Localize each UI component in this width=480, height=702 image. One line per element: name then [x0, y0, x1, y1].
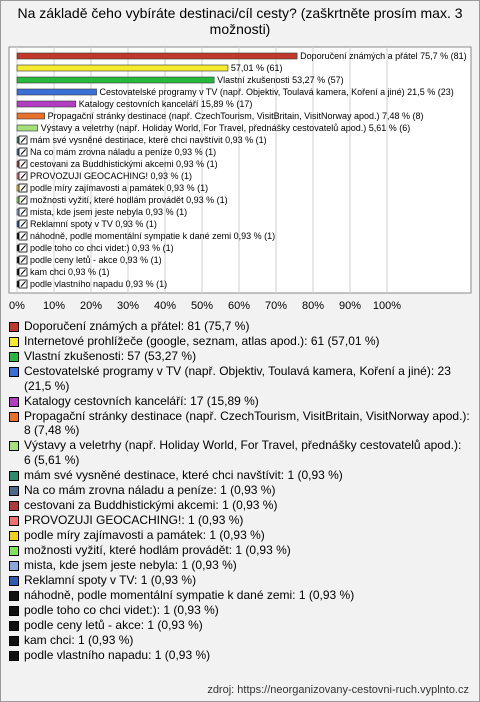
legend-item [9, 394, 471, 409]
legend-item [9, 334, 471, 349]
bar [17, 77, 214, 83]
bar-label: náhodně, podle momentální sympatie k dané zemi 0,93 % (1) [30, 231, 276, 241]
x-tick-label: 10% [42, 300, 66, 312]
source-note: zdroj: https://neorganizovany-cestovni-ruch.vyplnto.cz [207, 684, 469, 696]
bar-label: Doporučení známých a přátel 75,7 % (81) [300, 51, 467, 61]
bar-label: 57,01 % (61) [230, 63, 283, 73]
legend-swatch [9, 531, 19, 541]
legend-item [9, 633, 471, 648]
bar-label: Vlastní zkušenosti 53,27 % (57) [217, 75, 344, 85]
legend-swatch [9, 606, 19, 616]
legend-swatch [9, 561, 19, 571]
legend-label: Internetové prohlížeče (google, seznam, atlas apod.): 61 (57,01 %) [24, 334, 380, 348]
x-tick-label: 0% [9, 300, 25, 312]
bar-label: cestovani za Buddhistickými akcemi 0,93 % (1) [30, 159, 218, 169]
bar-label: Propagační stránky destinace (např. CzechTourism, VisitBritain, VisitNorway apod.) 7,48 % (8) [47, 111, 424, 121]
bar-label: mám své vysněné destinace, které chci navštívit 0,93 % (1) [30, 135, 267, 145]
legend-label: mista, kde jsem jeste nebyla: 1 (0,93 %) [24, 557, 237, 572]
bar-label: mista, kde jsem jeste nebyla 0,93 % (1) [30, 207, 188, 217]
legend-label: podle ceny letů - akce: 1 (0,93 %) [24, 617, 203, 632]
legend-swatch [9, 397, 19, 407]
legend-swatch [9, 651, 19, 661]
legend-item [9, 319, 471, 334]
bar-label: Reklamní spoty v TV 0,93 % (1) [30, 219, 157, 229]
legend-label: náhodně, podle momentální sympatie k dané zemi: 1 (0,93 %) [24, 587, 355, 602]
bar [17, 125, 38, 131]
legend-item [9, 603, 471, 618]
bar-label: podle míry zajímavosti a památek 0,93 % (1) [30, 183, 209, 193]
legend-label: mám své vysněné destinace, které chci navštívit: 1 (0,93 %) [24, 467, 343, 482]
legend-item [9, 349, 471, 364]
x-tick-label: 90% [338, 300, 362, 312]
legend-label: Doporučení známých a přátel: 81 (75,7 %) [24, 319, 250, 333]
legend-item [9, 409, 471, 438]
legend-label: cestovani za Buddhistickými akcemi: 1 (0,93 %) [24, 497, 278, 512]
bar-plot [1, 1, 479, 319]
legend-item [9, 513, 471, 528]
bar-label: Katalogy cestovních kanceláří 15,89 % (17) [78, 99, 253, 109]
legend-swatch [9, 337, 19, 347]
bar-label: kam chci 0,93 % (1) [30, 267, 110, 277]
legend-item [9, 573, 471, 588]
x-tick-label: 70% [264, 300, 288, 312]
legend-swatch [9, 441, 19, 451]
x-tick-label: 60% [227, 300, 251, 312]
legend-item [9, 618, 471, 633]
legend-label: Reklamní spoty v TV: 1 (0,93 %) [24, 572, 197, 587]
bar-label: podle toho co chci videt:) 0,93 % (1) [30, 243, 174, 253]
bar [17, 65, 228, 71]
legend-item [9, 528, 471, 543]
x-tick-label: 30% [116, 300, 140, 312]
legend-label: Vlastní zkušenosti: 57 (53,27 %) [24, 349, 197, 363]
legend-swatch [9, 412, 19, 422]
legend-item [9, 648, 471, 663]
legend-swatch [9, 367, 19, 377]
legend-swatch [9, 576, 19, 586]
legend-item [9, 543, 471, 558]
legend-label: PROVOZUJI GEOCACHING!: 1 (0,93 %) [24, 512, 244, 527]
bar-label: podle vlastního napadu 0,93 % (1) [30, 279, 168, 289]
legend-label: Katalogy cestovních kanceláří: 17 (15,89 %) [24, 393, 259, 408]
bar [17, 113, 45, 119]
legend-swatch [9, 322, 19, 332]
legend-item [9, 364, 471, 393]
x-tick-label: 40% [153, 300, 177, 312]
legend-label: podle toho co chci videt:): 1 (0,93 %) [24, 602, 219, 617]
bar-label: Na co mám zrovna náladu a peníze 0,93 % (1) [30, 147, 217, 157]
x-tick-label: 80% [301, 300, 325, 312]
bar-label: PROVOZUJI GEOCACHING! 0,93 % (1) [30, 171, 193, 181]
legend-swatch [9, 516, 19, 526]
legend-label: podle míry zajímavosti a památek: 1 (0,93 %) [24, 527, 265, 542]
legend-swatch [9, 546, 19, 556]
legend-item [9, 588, 471, 603]
legend-swatch [9, 621, 19, 631]
chart-title: Na základě čeho vybíráte destinaci/cíl cesty? (zaškrtněte prosím max. 3 možnosti) [17, 5, 463, 37]
legend-label: Výstavy a veletrhy (např. Holiday World, For Travel, přednášky cestovatelů apod.): 6 (5,61 %) [24, 438, 462, 467]
x-tick-label: 50% [190, 300, 214, 312]
legend-swatch [9, 501, 19, 511]
bar-label: možnosti vyžití, které hodlám provádět 0,93 % (1) [30, 195, 228, 205]
legend-item [9, 483, 471, 498]
legend-label: Na co mám zrovna náladu a peníze: 1 (0,93 %) [24, 482, 276, 497]
x-tick-label: 100% [372, 300, 402, 312]
legend-label: Propagační stránky destinace (např. CzechTourism, VisitBritain, VisitNorway apod.): 8 (7,48 %) [24, 408, 470, 437]
x-tick-label: 20% [79, 300, 103, 312]
bar [17, 53, 297, 59]
chart-legend [9, 319, 471, 663]
legend-item [9, 438, 471, 467]
bar [17, 89, 97, 95]
legend-swatch [9, 486, 19, 496]
legend-swatch [9, 471, 19, 481]
legend-swatch [9, 591, 19, 601]
legend-label: Cestovatelské programy v TV (např. Objektiv, Toulavá kamera, Koření a jiné): 23 (21,5 %) [24, 364, 451, 393]
bar-label: Výstavy a veletrhy (např. Holiday World, For Travel, přednášky cestovatelů apod.) 5,61 % (6) [40, 123, 411, 133]
legend-item [9, 558, 471, 573]
legend-item [9, 498, 471, 513]
legend-label: možnosti vyžití, které hodlám provádět: 1 (0,93 %) [24, 542, 291, 557]
legend-label: podle vlastního napadu: 1 (0,93 %) [24, 647, 211, 662]
legend-item [9, 468, 471, 483]
bar-label: Cestovatelské programy v TV (např. Objektiv, Toulavá kamera, Koření a jiné) 21,5 % (23) [99, 87, 454, 97]
legend-label: kam chci: 1 (0,93 %) [24, 632, 134, 647]
legend-swatch [9, 636, 19, 646]
bar [17, 101, 76, 107]
bar-label: podle ceny letů - akce 0,93 % (1) [30, 255, 162, 265]
legend-swatch [9, 352, 19, 362]
